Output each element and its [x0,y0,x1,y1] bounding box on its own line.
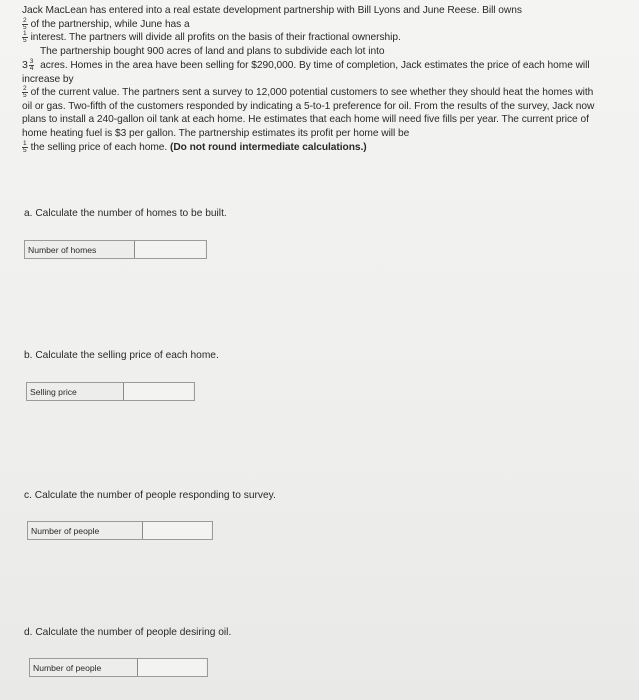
june-fraction-numerator: 1 [23,30,27,38]
profit-fraction-denominator: 5 [23,146,27,154]
problem-text-6: of the current value. The partners sent a survey to 12,000 potential customers to see whether they should heat the homes with oil or gas. Two-fifth of the customers responded by indicating a 5-to-1 preference for oil. From the results of the survey, Jack now plans to install a 240-gallon oil tank at each home. He estimates that each home will need five fills per year. The current price of home heating fuel is $3 per gallon. The partnership estimates its profit per home will be [22,87,595,140]
problem-line-5 [22,59,604,87]
people-responding-input[interactable] [142,522,211,539]
problem-text-3: interest. The partners will divide all profits on the basis of their fractional ownership. [30,32,401,44]
problem-line-6 [22,86,604,140]
problem-line-4 [22,45,604,59]
problem-line-2 [22,18,604,32]
lot-fraction-denominator: 4 [29,65,34,73]
problem-line-7 [22,141,604,155]
question-a-label: Number of homes [28,244,97,255]
increase-fraction-denominator: 5 [23,92,27,100]
lot-size-fraction [29,59,35,72]
question-a-answer-row [24,240,207,259]
june-fraction-denominator: 5 [23,37,27,45]
increase-fraction-numerator: 2 [23,85,27,93]
selling-price-input[interactable] [123,383,193,400]
problem-text-7: the selling price of each home. [30,141,168,153]
question-c-label: Number of people [31,525,100,536]
profit-fraction [22,141,28,154]
question-a-prompt: a. Calculate the number of homes to be built. [24,208,227,219]
lot-size-mixed-number [22,59,37,73]
question-d-label: Number of people [33,662,102,673]
lot-size-whole: 3 [22,58,28,71]
profit-fraction-numerator: 1 [23,139,27,147]
question-c-answer-row [27,521,213,540]
people-desiring-oil-input[interactable] [137,659,206,676]
bill-fraction-denominator: 5 [23,23,27,31]
june-fraction [22,31,28,44]
question-d-prompt: d. Calculate the number of people desiring oil. [24,627,232,638]
rounding-note: (Do not round intermediate calculations.) [170,141,367,153]
problem-line-3 [22,31,604,45]
problem-text-2: of the partnership, while June has a [30,18,190,30]
problem-text-1: Jack MacLean has entered into a real estate development partnership with Bill Lyons and June Reese. Bill owns [22,5,522,16]
problem-text-5: acres. Homes in the area have been selling for $290,000. By time of completion, Jack estimates the price of each home will increase by [22,59,590,85]
bill-fraction [22,18,28,31]
number-of-homes-input[interactable] [134,241,205,258]
question-b-label: Selling price [30,386,77,397]
question-b-prompt: b. Calculate the selling price of each home. [24,350,219,361]
question-b-answer-row [26,382,195,401]
question-c-prompt: c. Calculate the number of people responding to survey. [24,490,276,501]
problem-line-1 [22,4,604,18]
increase-fraction [22,86,28,99]
question-d-answer-row [29,658,208,677]
problem-text-4: The partnership bought 900 acres of land and plans to subdivide each lot into [40,46,385,58]
problem-statement [22,4,604,154]
lot-fraction-numerator: 3 [29,58,34,66]
bill-fraction-numerator: 2 [23,16,27,24]
